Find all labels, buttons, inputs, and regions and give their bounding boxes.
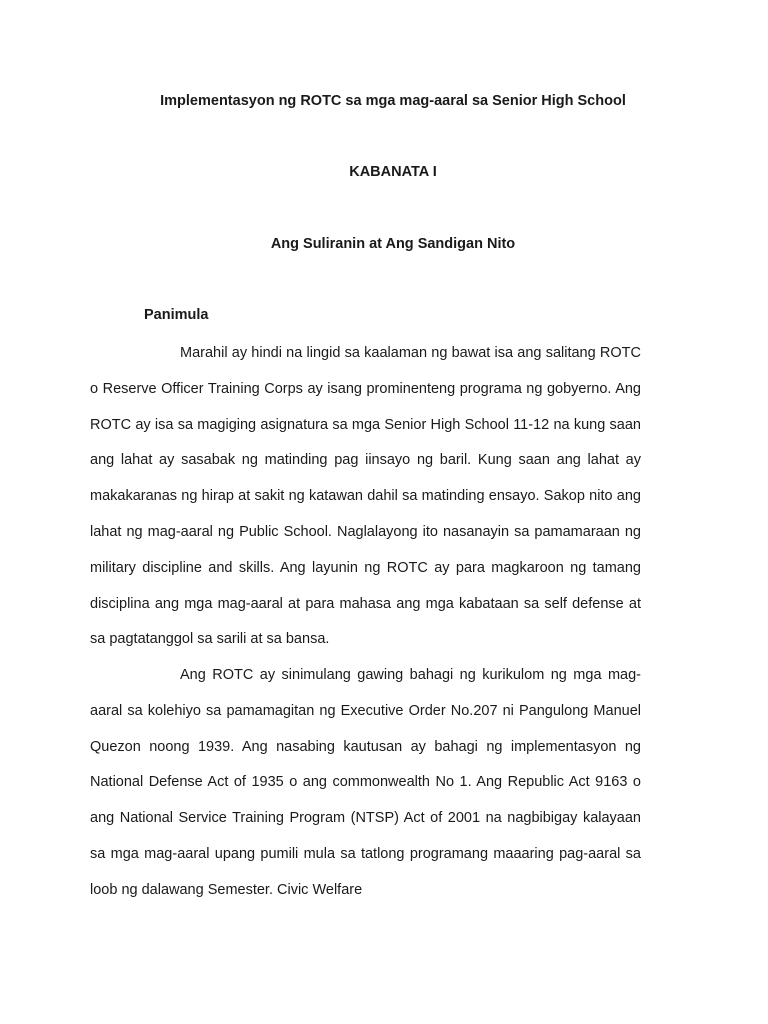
section-heading: Panimula <box>144 307 209 323</box>
paragraph-1: Marahil ay hindi na lingid sa kaalaman ng bawat isa ang salitang ROTC o Reserve Officer Training Corps ay isang prominenteng programa ng gobyerno. Ang ROTC ay isa sa magiging asignatura sa mga Senior High School 11-12 na kung saan ang lahat ay sasabak ng matinding pag iinsayo ng baril. Kung saan ang lahat ay makakaranas ng hirap at sakit ng katawan dahil sa matinding ensayo. Sakop nito ang lahat ng mag-aaral ng Public School. Naglalayong ito nasanayin sa pamamaraan ng military discipline and skills. Ang layunin ng ROTC ay para magkaroon ng tamang disciplina ang mga mag-aaral at para mahasa ang mga kabataan sa self defense at sa pagtatanggol sa sarili at sa bansa. <box>90 345 641 648</box>
document-title: Implementasyon ng ROTC sa mga mag-aaral sa Senior High School <box>160 93 626 109</box>
paragraph-2: Ang ROTC ay sinimulang gawing bahagi ng kurikulom ng mga mag-aaral sa kolehiyo sa pamamagitan ng Executive Order No.207 ni Pangulong Manuel Quezon noong 1939. Ang nasabing kautusan ay bahagi ng implementasyon ng National Defense Act of 1935 o ang commonwealth No 1. Ang Republic Act 9163 o ang National Service Training Program (NTSP) Act of 2001 na nagbibigay kalayaan sa mga mag-aaral upang pumili mula sa tatlong programang maaaring pag-aaral sa loob ng dalawang Semester. Civic Welfare <box>90 667 641 898</box>
chapter-subtitle: Ang Suliranin at Ang Sandigan Nito <box>270 236 516 252</box>
chapter-heading: KABANATA I <box>349 164 437 180</box>
